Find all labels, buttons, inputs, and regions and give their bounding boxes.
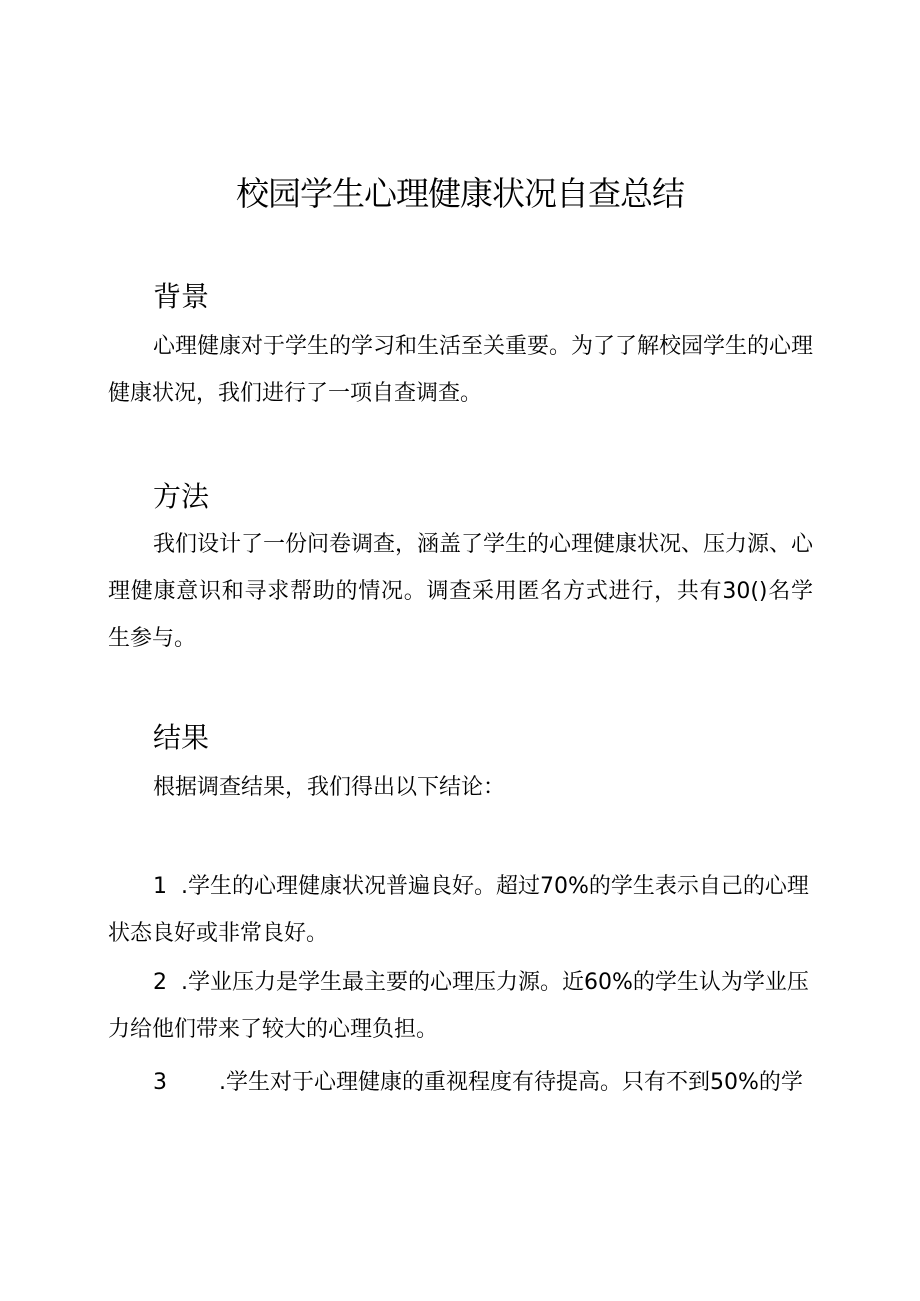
result-item-number: 3	[153, 1070, 167, 1095]
result-item-1	[108, 863, 813, 957]
result-item-number: 2	[153, 970, 167, 995]
result-item-text: .学生对于心理健康的重视程度有待提高。只有不到50%的学	[219, 1070, 803, 1095]
document-title: 校园学生心理健康状况自查总结	[236, 174, 684, 213]
result-item-text: .学生的心理健康状况普遍良好。超过70%的学生表示自己的心理状态良好或非常良好。	[108, 874, 809, 946]
section-heading-method: 方法	[153, 480, 210, 513]
results-intro: 根据调查结果，我们得出以下结论：	[153, 775, 506, 800]
background-paragraph: 心理健康对于学生的学习和生活至关重要。为了了解校园学生的心理健康状况，我们进行了一项自查调查。	[108, 334, 814, 406]
result-item-3	[108, 1059, 813, 1106]
method-paragraph: 我们设计了一份问卷调查，涵盖了学生的心理健康状况、压力源、心理健康意识和寻求帮助的情况。调查采用匿名方式进行，共有30()名学生参与。	[108, 532, 814, 651]
result-item-text: .学业压力是学生最主要的心理压力源。近60%的学生认为学业压力给他们带来了较大的心理负担。	[108, 970, 809, 1042]
result-item-2	[108, 959, 813, 1053]
result-item-number: 1	[153, 874, 167, 899]
section-heading-results: 结果	[153, 721, 210, 754]
section-heading-background: 背景	[153, 280, 210, 313]
